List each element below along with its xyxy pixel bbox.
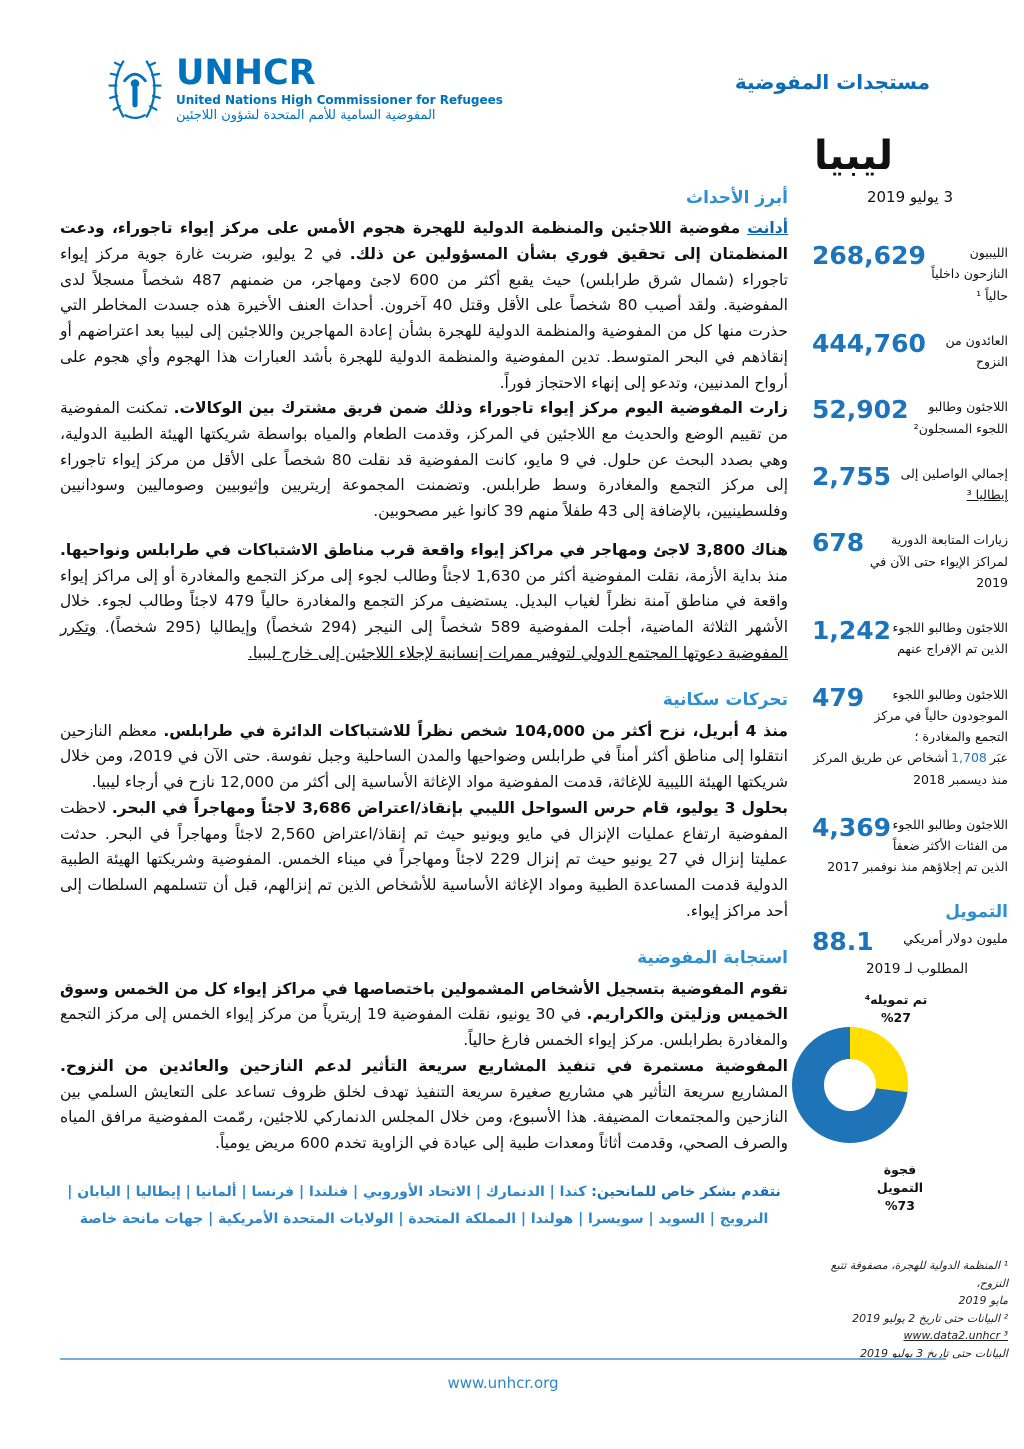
paragraph-movements-2 — [60, 796, 788, 925]
paragraph-lead: هناك 3,800 لاجئ ومهاجر في مراكز إيواء واقعة قرب مناطق الاشتباكات في طرابلس ونواحيها. — [60, 540, 788, 559]
transit-count: 1,708 — [951, 750, 987, 766]
document-title: مستجدات المفوضية — [734, 70, 930, 94]
funded-percent: %27 — [881, 1010, 911, 1026]
paragraph-highlights-1 — [60, 216, 788, 396]
footnote-line: ² البيانات حتى تاريخ 2 يوليو 2019 — [852, 1311, 1008, 1325]
logo-tagline-ar: المفوضية السامية للأمم المتحدة لشؤون اللاجئين — [176, 108, 436, 123]
appeal-underlined-text[interactable]: وتكرر المفوضية دعوتها المجتمع الدولي لتوفير ممرات إنسانية لإجلاء اللاجئين إلى خارج ليبيا. — [60, 618, 788, 662]
stat-value: 1,242 — [812, 616, 892, 645]
sidebar-column — [812, 124, 1008, 1363]
paragraph-lead: المفوضية مستمرة في تنفيذ المشاريع سريعة التأثير لدعم النازحين والعائدين من النزوح. — [60, 1056, 788, 1075]
funding-amount-value: 88.1 — [812, 926, 874, 956]
funding-amount — [812, 928, 1008, 956]
data-portal-link[interactable]: www.data2.unhcr ³ — [903, 1329, 1008, 1343]
stat-label: زيارات المتابعة الدورية لمراكز الإيواء حتى الآن في 2019 — [869, 532, 1008, 590]
funding-chart — [812, 991, 1008, 1243]
footnotes — [812, 1257, 1008, 1363]
footnote-line: مايو 2019 — [958, 1294, 1008, 1308]
paragraph-highlights-2 — [60, 396, 788, 525]
logo-acronym: UNHCR — [176, 53, 316, 93]
italy-data-link[interactable]: إيطاليا ³ — [966, 487, 1008, 502]
key-figures — [812, 242, 1008, 878]
funding-amount-unit: مليون دولار أمريكي — [903, 931, 1008, 947]
paragraph-body: تمكنت المفوضية من تقييم الوضع والحديث مع اللاجئين في المركز، وقدمت الطعام والمياه بواسطة شريكتها الهيئة الطبية الدولية، وهي بصدد البحث عن حلول. في 9 مايو، كانت المفوضية قد نقلت 80 شخصاً على الأقل من مركز إيواء تاجوراء إلى مركز التجمع والمغادرة وسط طرابلس. وتضمنت المجموعة إريتريين وإثيوبيين وصوماليين وسودانيين وفلسطينيين، بالإضافة إلى 43 طفلاً منهم 39 كانوا غير مصحوبين. — [60, 399, 788, 521]
paragraph-body: في 30 يونيو، نقلت المفوضية 19 إريترياً من مركز إيواء الخمس إلى مركز التجمع والمغادرة بطرابلس. مركز إيواء الخمس فارغ حالياً. — [60, 1005, 788, 1050]
stat-label: اللاجئون وطالبو اللجوء المسجلون² — [913, 399, 1008, 436]
section-heading-highlights: أبرز الأحداث — [686, 188, 788, 208]
stat-registered-refugees — [812, 396, 1008, 439]
paragraph-lead: زارت المفوضية اليوم مركز إيواء تاجوراء وذلك ضمن فريق مشترك بين الوكالات. — [173, 399, 788, 418]
paragraph-body: معظم النازحين انتقلوا إلى مناطق أكثر أمناً في طرابلس وضواحيها والمدن الساحلية وجبل نفوسة. حتى الآن في 2019، ومن خلال شريكتها الهيئة الليبية للإغاثة، قدمت المفوضية مواد الإغاثة الأساسية إلى أكثر من 12,000 نازح في أرجاء ليبيا. — [60, 721, 788, 792]
donors-list: كندا | الدنمارك | الاتحاد الأوروبي | فنلندا | فرنسا | ألمانيا | إيطاليا | اليابان | النرويج | السويد | سويسرا | هولندا | المملكة المتحدة | الولايات المتحدة الأمريكية | جهات مانحة خاصة — [67, 1183, 769, 1227]
logo-text — [176, 54, 503, 123]
section-heading-movements: تحركات سكانية — [662, 690, 788, 711]
stat-label: إجمالي الواصلين إلى إيطاليا ³ — [900, 465, 1008, 502]
funding-heading: التمويل — [945, 901, 1008, 922]
stat-value: 444,760 — [812, 328, 926, 358]
paragraph-movements-1 — [60, 719, 788, 796]
paragraph-body: منذ بداية الأزمة، نقلت المفوضية أكثر من 1,630 لاجئاً وطالب لجوء إلى مركز التجمع والمغادرة أو إلى مراكز إيواء واقعة في مناطق آمنة نظراً لغياب البديل. يستضيف مركز التجمع والمغادرة حالياً 479 لاجئاً وطالب لجوء. خلال الأشهر الثلاثة الماضية، أجلت المفوضية 589 شخصاً إلى النيجر (294 شخصاً) وإيطاليا (295 شخصاً). — [60, 566, 789, 636]
gap-percent: %73 — [885, 1198, 915, 1214]
unhcr-website-link[interactable]: www.unhcr.org — [447, 1374, 559, 1392]
paragraph-body: لاحظت المفوضية ارتفاع عمليات الإنزال في مايو ويونيو حيث تم إنقاذ/اعتراض 2,560 لاجئاً ومهاجراً في البحر. حدثت عمليتا إنزال في 27 يونيو حيث تم إنزال 229 لاجئاً ومهاجراً في ميناء الخمس. المفوضية وشريكتها الهيئة الطبية الدولية قدمت المساعدة الطبية ومواد الإغاثة الأساسية للأشخاص الذين تم إنزالهم، قبل أن تتسلمهم السلطات إلى أحد مراكز إيواء. — [60, 798, 788, 920]
paragraph-highlights-3 — [60, 538, 788, 667]
condemned-link[interactable]: أدانت — [747, 219, 789, 238]
stat-label: العائدون من النزوح — [945, 332, 1008, 369]
paragraph-body: المشاريع سريعة التأثير هي مشاريع صغيرة سريعة التنفيذ تهدف لخلق ظروف تساعد على التعايش السلمي بين النازحين والمجتمعات المضيفة. هذا الأسبوع، ومن خلال المجلس الدنماركي للاجئين، رمّمت المفوضية مرافق المياه والصرف الصحي، وقدمت أثاثاً ومعدات طبية إلى عيادة في الزاوية تخدم 600 مريض يومياً. — [60, 1082, 788, 1152]
stat-evacuated — [812, 814, 1008, 878]
stat-gdf-hosted — [812, 684, 1008, 790]
stat-label: اللاجئون وطالبو اللجوء الذين تم الإفراج عنهم — [892, 620, 1008, 657]
stat-value: 52,902 — [812, 395, 909, 425]
donors-note — [60, 1179, 788, 1234]
stat-monitoring-visits — [812, 529, 1008, 593]
stat-value: 678 — [812, 528, 865, 558]
funded-label: تم تمويله⁴ %27 — [854, 991, 938, 1027]
stat-arrivals-italy — [812, 463, 1008, 506]
donors-prefix: نتقدم بشكر خاص للمانحين: — [591, 1183, 781, 1200]
stat-idps — [812, 242, 1008, 306]
paragraph-body: في 2 يوليو، ضربت غارة جوية مركز إيواء تاجوراء (شمال شرق طرابلس) حيث يقبع أكثر من 600 لاجئ ومهاجر، من ضمنهم 487 شخصاً مسجلاً لدى المفوضية. ولقد أصيب 80 شخصاً على الأقل وقتل 40 آخرون. أحداث العنف الأخيرة هذه جسدت المخاطر التي حذرت منها كل من المفوضية والمنظمة الدولية للهجرة بشأن إعادة المهاجرين واللاجئين إلى ليبيا بعد اعتراضهم أو إنقاذهم في البحر المتوسط. تدين المفوضية والمنظمة الدولية للهجرة بأشد العبارات هذا الهجوم وأي هجوم على أرواح المدنيين، وتدعو إلى إنهاء الاحتجاز فوراً. — [60, 244, 788, 392]
paragraph-response-1 — [60, 977, 788, 1054]
paragraph-lead: منذ 4 أبريل، نزح أكثر من 104,000 شخص نظراً للاشتباكات الدائرة في طرابلس. — [163, 721, 788, 740]
stat-returnees — [812, 330, 1008, 373]
funding-section — [812, 902, 1008, 1363]
paragraph-lead: مفوضية اللاجئين والمنظمة الدولية للهجرة هجوم الأمس على مركز إيواء تاجوراء، ودعت المنظمتان إلى تحقيق فوري بشأن المسؤولين عن ذلك. — [60, 219, 788, 263]
stat-value: 4,369 — [812, 812, 892, 842]
stat-label: اللاجئون وطالبو اللجوء الموجودون حالياً في مركز التجمع والمغادرة ؛ عبَر1,708أشخاص عن طريق المركز منذ ديسمبر 2018 — [813, 686, 1008, 787]
section-heading-response: استجابة المفوضية — [637, 948, 788, 969]
page-footer — [60, 1358, 946, 1392]
stat-label: الليبيون النازحون داخلياً حالياً ¹ — [931, 245, 1008, 303]
stat-value: 2,755 — [812, 461, 892, 491]
main-column — [60, 124, 788, 1363]
stat-label: اللاجئون وطالبو اللجوء من الفئات الأكثر ضعفاً الذين تم إجلاؤهم منذ نوفمبر 2017 — [827, 816, 1008, 875]
country-title: ليبيا — [814, 133, 894, 179]
funding-required-label: المطلوب لـ 2019 — [866, 961, 968, 977]
footnote-line: ¹ المنظمة الدولية للهجرة، مصفوفة تتبع النزوح، — [830, 1259, 1008, 1290]
stat-released — [812, 617, 1008, 660]
unhcr-logo — [104, 54, 503, 124]
report-date: 3 يوليو 2019 — [866, 188, 954, 206]
paragraph-lead: بحلول 3 يوليو، قام حرس السواحل الليبي بإنقاذ/اعتراض 3,686 لاجئاً ومهاجراً في البحر. — [111, 798, 788, 817]
funding-donut-chart — [792, 1027, 908, 1143]
stat-value: 479 — [812, 682, 865, 712]
footnote-line: البيانات حتى تاريخ 3 يوليو 2019 — [860, 1346, 1008, 1360]
header — [60, 54, 1008, 124]
logo-tagline-en: United Nations High Commissioner for Refugees — [176, 93, 503, 107]
stat-value: 268,629 — [812, 241, 926, 270]
unhcr-emblem-icon — [104, 54, 166, 124]
funding-gap-label: فجوة التمويل %73 — [864, 1161, 936, 1215]
paragraph-response-2 — [60, 1054, 788, 1157]
paragraph-lead: تقوم المفوضية بتسجيل الأشخاص المشمولين باختصاصها في مراكز إيواء كل من الخمس وسوق الخميس وزليتن والكراريم. — [60, 979, 788, 1024]
content-columns — [60, 124, 1008, 1363]
